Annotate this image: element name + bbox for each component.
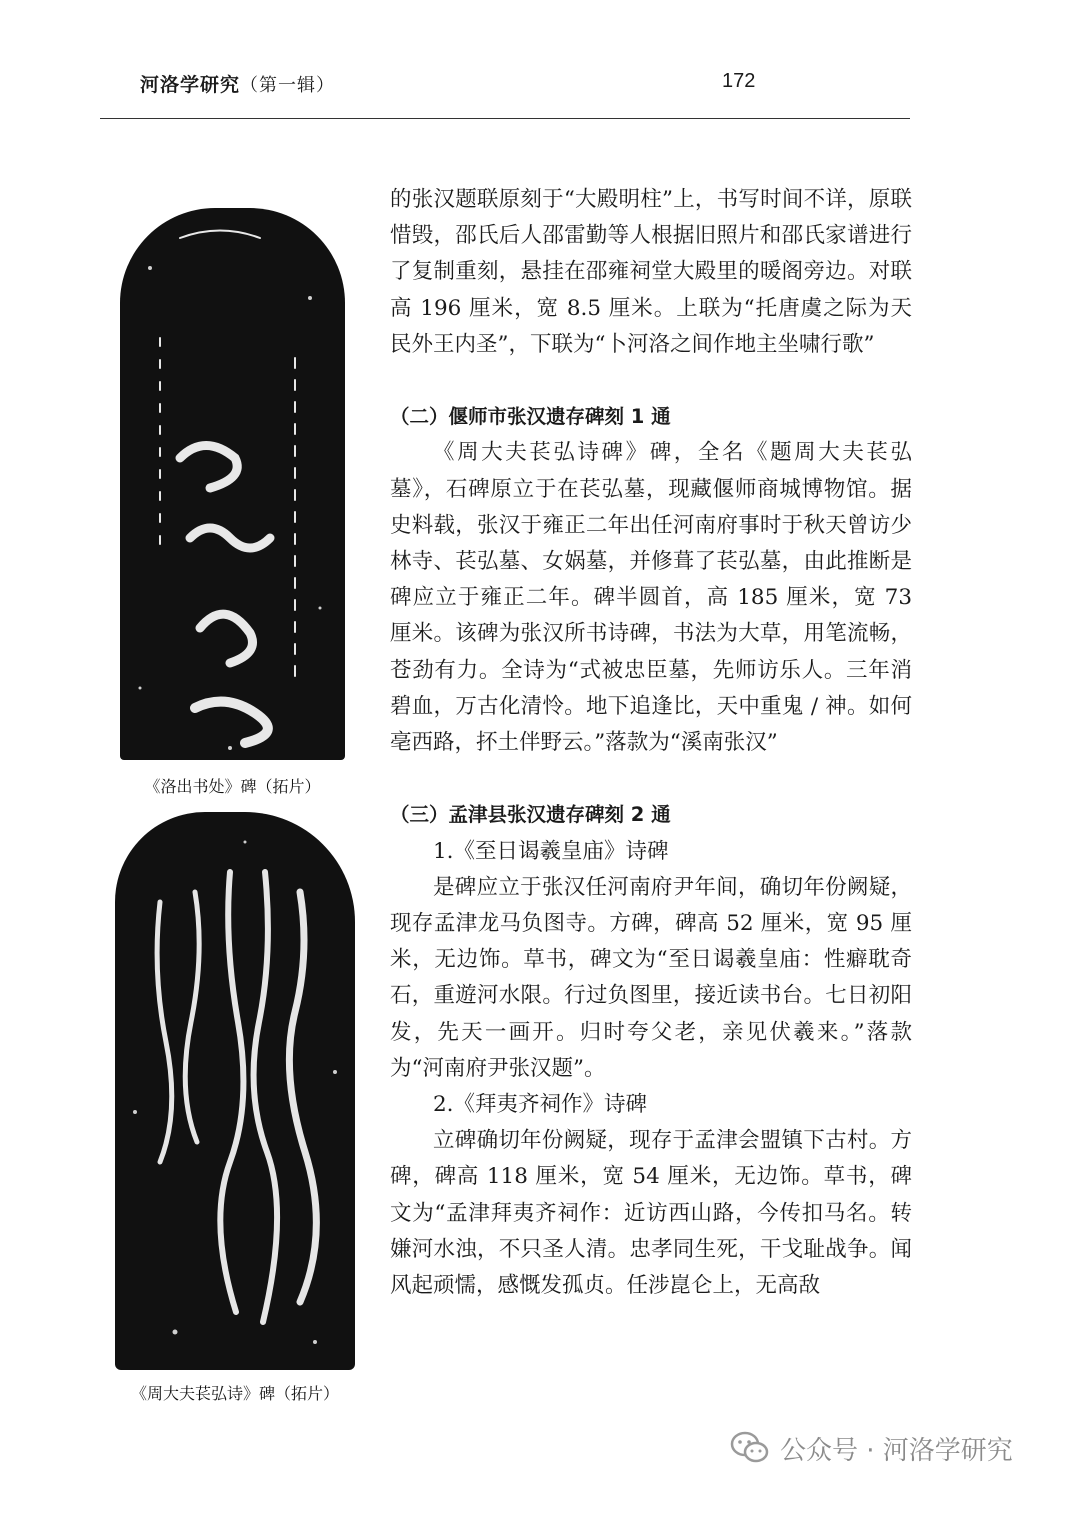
journal-name: 河洛学研究 (140, 74, 241, 96)
paragraph: 的张汉题联原刻于“大殿明柱”上，书写时间不详，原联惜毁，邵氏后人邵雷勤等人根据旧照片和邵氏家谱进行了复制重刻，悬挂在邵雍祠堂大殿里的暖阁旁边。对联高 196 厘米，宽 8.5 厘米。上联为“托唐虞之际为天民外王内圣”，下联为“卜河洛之间作地主坐啸行歌” (390, 187, 912, 357)
subsection-title-2: 2.《拜夷齐祠作》诗碑 (433, 1092, 648, 1118)
main-text-column (390, 182, 912, 1304)
wechat-icon (730, 1431, 770, 1465)
header-divider (100, 118, 910, 119)
subsection-title-1: 1.《至日谒羲皇庙》诗碑 (433, 838, 669, 864)
stele-rubbing-image-1 (120, 208, 345, 760)
paragraph: 《周大夫苌弘诗碑》碑，全名《题周大夫苌弘墓》，石碑原立于在苌弘墓，现藏偃师商城博物馆。据史料载，张汉于雍正二年出任河南府事时于秋天曾访少林寺、苌弘墓、女娲墓，并修葺了苌弘墓，由此推断是碑应立于雍正二年。碑半圆首，高 185 厘米，宽 73 厘米。该碑为张汉所书诗碑，书法为大草，用笔流畅，苍劲有力。全诗为“式被忠臣墓，先师访乐人。三年消碧血，万古化清怜。地下追逢比，天中重鬼 / 神。如何亳西路，抔土伴野云。”落款为“溪南张汉” (390, 440, 912, 756)
watermark-text: 公众号 · 河洛学研究 (780, 1435, 1013, 1466)
page-number: 172 (722, 70, 756, 92)
journal-title (140, 70, 335, 97)
section-heading-2: （二）偃师市张汉遗存碑刻 1 通 (390, 405, 671, 429)
journal-volume: （第一辑） (240, 75, 336, 96)
section-heading-3: （三）孟津县张汉遗存碑刻 2 通 (390, 803, 671, 827)
stele-rubbing-image-2 (115, 812, 355, 1370)
figure-caption-1: 《洛出书处》碑（拓片） (144, 777, 321, 796)
wechat-watermark (730, 1426, 1013, 1470)
figure-caption-2: 《周大夫苌弘诗》碑（拓片） (130, 1384, 339, 1403)
paragraph: 立碑确切年份阙疑，现存于孟津会盟镇下古村。方碑，碑高 118 厘米，宽 54 厘米，无边饰。草书，碑文为“孟津拜夷齐祠作：近访西山路，今传扣马名。转嫌河水浊，不只圣人清。忠孝同生死，干戈耻战争。闻风起顽懦，感慨发孤贞。任涉崑仑上，无高敌 (390, 1128, 912, 1299)
paragraph: 是碑应立于张汉任河南府尹年间，确切年份阙疑，现存孟津龙马负图寺。方碑，碑高 52 厘米，宽 95 厘米，无边饰。草书，碑文为“至日谒羲皇庙：性癖耽奇石，重遊河水限。行过负图里，接近读书台。七日初阳发，先天一画开。归时夸父老，亲见伏羲来。”落款为“河南府尹张汉题”。 (390, 874, 912, 1081)
